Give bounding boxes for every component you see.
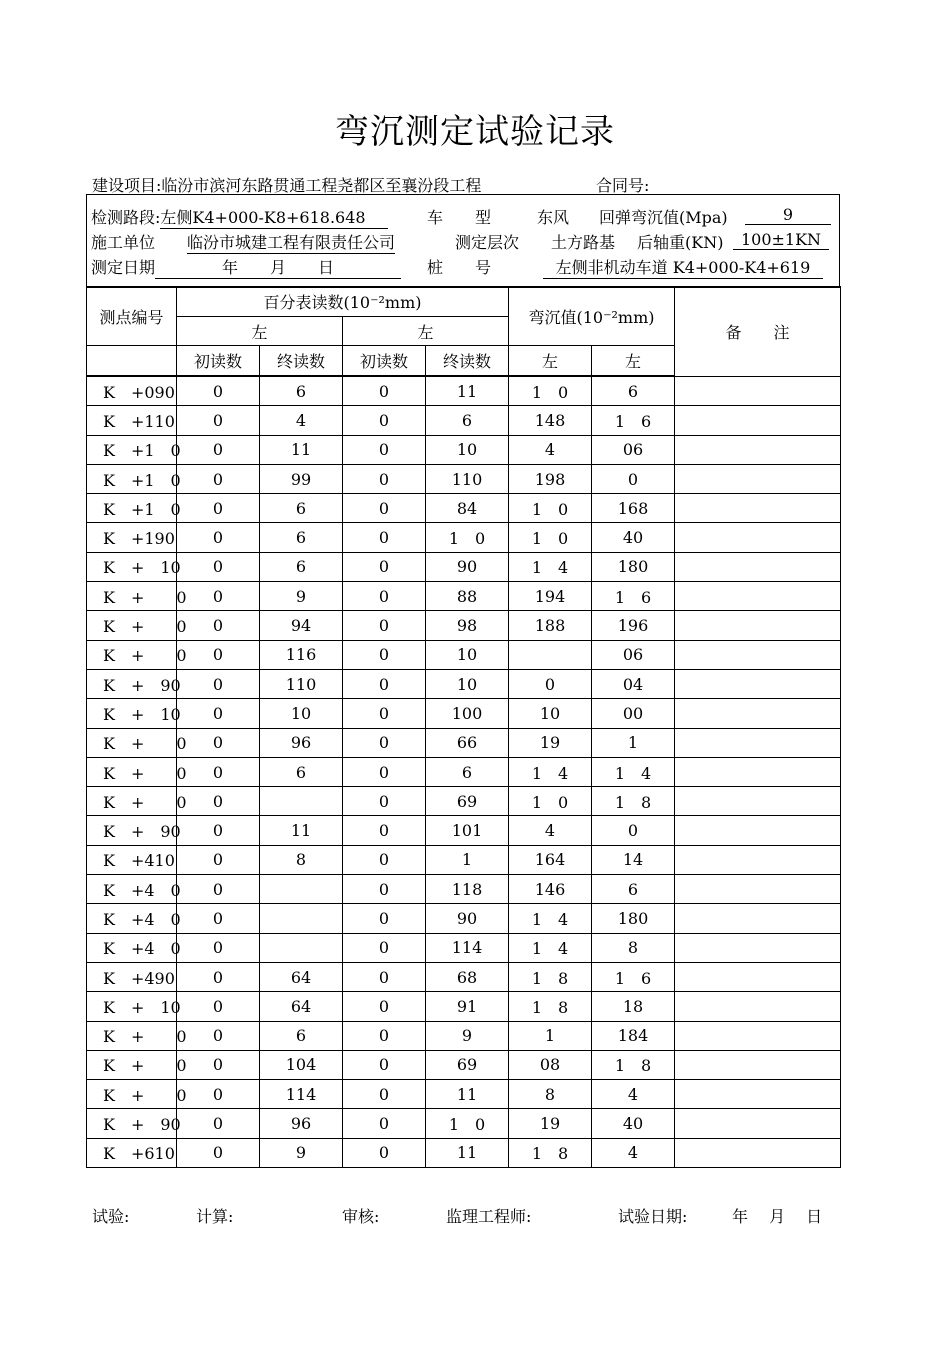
date-value: 年 月 日 bbox=[155, 255, 401, 279]
cell-deflection-2: 196 bbox=[592, 611, 675, 640]
cell-final-2: 118 bbox=[426, 875, 509, 904]
cell-final-2: 1 0 bbox=[426, 523, 509, 552]
cell-init-1: 0 bbox=[177, 669, 260, 698]
table-row bbox=[87, 406, 841, 435]
dial-left-b-header: 左 bbox=[343, 317, 509, 346]
record-sheet bbox=[86, 194, 840, 1194]
cell-point: K + 10 bbox=[87, 699, 177, 728]
cell-deflection-1: 1 8 bbox=[509, 1138, 592, 1167]
cell-final-1: 64 bbox=[260, 962, 343, 991]
cell-deflection-1: 1 4 bbox=[509, 904, 592, 933]
cell-final-2: 69 bbox=[426, 1050, 509, 1079]
cell-init-1: 0 bbox=[177, 552, 260, 581]
info-line-1 bbox=[91, 205, 794, 229]
cell-deflection-2: 40 bbox=[592, 1109, 675, 1138]
cell-deflection-2: 4 bbox=[592, 1138, 675, 1167]
cell-deflection-2: 180 bbox=[592, 552, 675, 581]
cell-remark bbox=[675, 611, 841, 640]
axle-label: 后轴重(KN) bbox=[637, 233, 724, 252]
cell-final-2: 110 bbox=[426, 464, 509, 493]
cell-point: K +490 bbox=[87, 962, 177, 991]
cell-point: K +190 bbox=[87, 523, 177, 552]
cell-final-2: 11 bbox=[426, 1080, 509, 1109]
cell-init-2: 0 bbox=[343, 1138, 426, 1167]
date-label: 测定日期 bbox=[91, 258, 156, 277]
table-row bbox=[87, 435, 841, 464]
table-row bbox=[87, 523, 841, 552]
cell-final-1 bbox=[260, 933, 343, 962]
cell-init-2: 0 bbox=[343, 494, 426, 523]
cell-point: K +110 bbox=[87, 406, 177, 435]
section-label: 检测路段: bbox=[91, 208, 161, 227]
cell-init-2: 0 bbox=[343, 640, 426, 669]
deflection-header: 弯沉值(10⁻²mm) bbox=[509, 287, 675, 346]
deflection-table bbox=[86, 286, 841, 1168]
cell-deflection-1: 1 4 bbox=[509, 933, 592, 962]
cell-point: K + 90 bbox=[87, 816, 177, 845]
final-header-1: 终读数 bbox=[260, 346, 343, 377]
cell-final-1: 110 bbox=[260, 669, 343, 698]
cell-init-2: 0 bbox=[343, 582, 426, 611]
cell-final-2: 84 bbox=[426, 494, 509, 523]
table-row bbox=[87, 552, 841, 581]
cell-final-1: 11 bbox=[260, 435, 343, 464]
project-line bbox=[92, 173, 650, 196]
axle-value: 100±1KN bbox=[733, 230, 829, 250]
cell-init-1: 0 bbox=[177, 816, 260, 845]
layer-label: 测定层次 bbox=[455, 233, 520, 252]
cell-init-1: 0 bbox=[177, 757, 260, 786]
cell-deflection-2: 168 bbox=[592, 494, 675, 523]
cell-deflection-2: 1 8 bbox=[592, 787, 675, 816]
cell-point: K + 0 bbox=[87, 787, 177, 816]
cell-point: K +1 0 bbox=[87, 464, 177, 493]
cell-point: K + 0 bbox=[87, 728, 177, 757]
cell-remark bbox=[675, 904, 841, 933]
cell-deflection-2: 1 4 bbox=[592, 757, 675, 786]
cell-deflection-1: 19 bbox=[509, 728, 592, 757]
table-row bbox=[87, 992, 841, 1021]
cell-init-2: 0 bbox=[343, 699, 426, 728]
cell-init-2: 0 bbox=[343, 669, 426, 698]
cell-deflection-1: 1 bbox=[509, 1021, 592, 1050]
table-row bbox=[87, 582, 841, 611]
dial-left-a-header: 左 bbox=[177, 317, 343, 346]
cell-final-1: 4 bbox=[260, 406, 343, 435]
cell-final-1 bbox=[260, 787, 343, 816]
page-title: 弯沉测定试验记录 bbox=[335, 112, 615, 152]
cell-init-2: 0 bbox=[343, 1021, 426, 1050]
cell-final-2: 9 bbox=[426, 1021, 509, 1050]
cell-remark bbox=[675, 787, 841, 816]
cell-remark bbox=[675, 1109, 841, 1138]
cell-final-1: 96 bbox=[260, 728, 343, 757]
cell-point: K + 0 bbox=[87, 757, 177, 786]
cell-deflection-2: 06 bbox=[592, 640, 675, 669]
remark-header: 备 注 bbox=[675, 287, 841, 377]
table-row bbox=[87, 933, 841, 962]
table-row bbox=[87, 640, 841, 669]
cell-init-2: 0 bbox=[343, 933, 426, 962]
cell-point: K +610 bbox=[87, 1138, 177, 1167]
cell-init-1: 0 bbox=[177, 962, 260, 991]
cell-deflection-2: 14 bbox=[592, 845, 675, 874]
unit-value: 临汾市城建工程有限责任公司 bbox=[187, 230, 395, 254]
table-row bbox=[87, 464, 841, 493]
cell-point: K +1 0 bbox=[87, 435, 177, 464]
table-row bbox=[87, 904, 841, 933]
cell-remark bbox=[675, 875, 841, 904]
cell-init-1: 0 bbox=[177, 1021, 260, 1050]
cell-init-2: 0 bbox=[343, 552, 426, 581]
point-header-blank bbox=[87, 346, 177, 377]
cell-final-1: 6 bbox=[260, 523, 343, 552]
cell-final-1: 6 bbox=[260, 494, 343, 523]
project-label: 建设项目: bbox=[92, 176, 162, 195]
cell-init-2: 0 bbox=[343, 1080, 426, 1109]
cell-final-2: 114 bbox=[426, 933, 509, 962]
cell-init-1: 0 bbox=[177, 787, 260, 816]
cell-remark bbox=[675, 962, 841, 991]
cell-final-1: 6 bbox=[260, 1021, 343, 1050]
cell-remark bbox=[675, 669, 841, 698]
cell-deflection-1: 1 8 bbox=[509, 992, 592, 1021]
header-row-1 bbox=[87, 287, 841, 317]
deflection-left-c-header: 左 bbox=[509, 346, 592, 377]
dial-header: 百分表读数(10⁻²mm) bbox=[177, 287, 509, 317]
table-row bbox=[87, 787, 841, 816]
cell-init-2: 0 bbox=[343, 992, 426, 1021]
cell-deflection-2: 1 6 bbox=[592, 962, 675, 991]
cell-init-1: 0 bbox=[177, 406, 260, 435]
cell-final-2: 1 bbox=[426, 845, 509, 874]
cell-final-1: 64 bbox=[260, 992, 343, 1021]
cell-final-1: 6 bbox=[260, 376, 343, 406]
cell-init-1: 0 bbox=[177, 464, 260, 493]
cell-remark bbox=[675, 816, 841, 845]
cell-init-2: 0 bbox=[343, 787, 426, 816]
cell-remark bbox=[675, 728, 841, 757]
table-row bbox=[87, 757, 841, 786]
cell-deflection-1: 1 0 bbox=[509, 787, 592, 816]
cell-final-1: 6 bbox=[260, 552, 343, 581]
contract-label: 合同号: bbox=[596, 176, 650, 195]
cell-init-1: 0 bbox=[177, 699, 260, 728]
cell-init-2: 0 bbox=[343, 1050, 426, 1079]
table-row bbox=[87, 1109, 841, 1138]
table-row bbox=[87, 669, 841, 698]
test-date-parts: 年 月 日 bbox=[732, 1207, 823, 1226]
modulus-label: 回弹弯沉值(Mpa) bbox=[599, 208, 728, 227]
cell-deflection-1: 1 0 bbox=[509, 523, 592, 552]
final-header-2: 终读数 bbox=[426, 346, 509, 377]
cell-deflection-2: 180 bbox=[592, 904, 675, 933]
cell-final-2: 10 bbox=[426, 640, 509, 669]
cell-deflection-1: 194 bbox=[509, 582, 592, 611]
cell-deflection-1: 164 bbox=[509, 845, 592, 874]
table-row bbox=[87, 816, 841, 845]
vehicle-value: 东风 bbox=[537, 208, 570, 227]
cell-final-1 bbox=[260, 904, 343, 933]
table-row bbox=[87, 875, 841, 904]
cell-init-2: 0 bbox=[343, 464, 426, 493]
cell-remark bbox=[675, 1138, 841, 1167]
cell-deflection-1: 0 bbox=[509, 669, 592, 698]
cell-point: K +410 bbox=[87, 845, 177, 874]
table-row bbox=[87, 962, 841, 991]
cell-init-1: 0 bbox=[177, 992, 260, 1021]
cell-remark bbox=[675, 845, 841, 874]
cell-remark bbox=[675, 376, 841, 406]
cell-final-2: 11 bbox=[426, 376, 509, 406]
cell-remark bbox=[675, 406, 841, 435]
cell-init-2: 0 bbox=[343, 728, 426, 757]
cell-final-2: 1 0 bbox=[426, 1109, 509, 1138]
cell-final-2: 11 bbox=[426, 1138, 509, 1167]
cell-final-2: 101 bbox=[426, 816, 509, 845]
point-header: 测点编号 bbox=[87, 287, 177, 346]
cell-init-2: 0 bbox=[343, 757, 426, 786]
cell-remark bbox=[675, 640, 841, 669]
cell-init-1: 0 bbox=[177, 435, 260, 464]
cell-final-1: 104 bbox=[260, 1050, 343, 1079]
station-value: 左侧非机动车道 K4+000-K4+619 bbox=[543, 255, 823, 279]
cell-point: K +4 0 bbox=[87, 933, 177, 962]
cell-deflection-2: 1 6 bbox=[592, 582, 675, 611]
cell-deflection-1: 1 8 bbox=[509, 962, 592, 991]
cell-point: K +4 0 bbox=[87, 904, 177, 933]
cell-final-1: 9 bbox=[260, 1138, 343, 1167]
init-header-2: 初读数 bbox=[343, 346, 426, 377]
cell-deflection-2: 184 bbox=[592, 1021, 675, 1050]
cell-final-1: 99 bbox=[260, 464, 343, 493]
cell-final-2: 6 bbox=[426, 406, 509, 435]
cell-final-1: 114 bbox=[260, 1080, 343, 1109]
cell-final-1: 9 bbox=[260, 582, 343, 611]
cell-final-1: 6 bbox=[260, 757, 343, 786]
cell-deflection-1: 1 4 bbox=[509, 552, 592, 581]
cell-point: K + 0 bbox=[87, 640, 177, 669]
table-row bbox=[87, 728, 841, 757]
cell-final-2: 69 bbox=[426, 787, 509, 816]
cell-remark bbox=[675, 582, 841, 611]
cell-final-2: 66 bbox=[426, 728, 509, 757]
cell-deflection-2: 00 bbox=[592, 699, 675, 728]
cell-final-2: 68 bbox=[426, 962, 509, 991]
cell-deflection-2: 0 bbox=[592, 464, 675, 493]
cell-init-1: 0 bbox=[177, 376, 260, 406]
cell-remark bbox=[675, 552, 841, 581]
cell-init-2: 0 bbox=[343, 1109, 426, 1138]
test-label: 试验: bbox=[92, 1207, 130, 1226]
cell-remark bbox=[675, 1080, 841, 1109]
cell-deflection-1: 08 bbox=[509, 1050, 592, 1079]
cell-init-1: 0 bbox=[177, 523, 260, 552]
cell-init-2: 0 bbox=[343, 904, 426, 933]
info-line-2 bbox=[91, 230, 822, 253]
info-box bbox=[86, 194, 840, 288]
table-row bbox=[87, 1021, 841, 1050]
cell-final-2: 10 bbox=[426, 669, 509, 698]
layer-value: 土方路基 bbox=[551, 233, 616, 252]
cell-deflection-1: 188 bbox=[509, 611, 592, 640]
table-row bbox=[87, 1050, 841, 1079]
cell-point: K + 10 bbox=[87, 552, 177, 581]
cell-final-1: 96 bbox=[260, 1109, 343, 1138]
cell-deflection-1: 8 bbox=[509, 1080, 592, 1109]
cell-init-2: 0 bbox=[343, 875, 426, 904]
cell-deflection-2: 40 bbox=[592, 523, 675, 552]
cell-init-2: 0 bbox=[343, 611, 426, 640]
deflection-left-d-header: 左 bbox=[592, 346, 675, 377]
table-row bbox=[87, 494, 841, 523]
cell-remark bbox=[675, 1021, 841, 1050]
cell-point: K + 0 bbox=[87, 1021, 177, 1050]
unit-label: 施工单位 bbox=[91, 233, 156, 252]
station-label: 桩 号 bbox=[427, 258, 492, 277]
cell-init-2: 0 bbox=[343, 962, 426, 991]
cell-init-1: 0 bbox=[177, 640, 260, 669]
cell-init-2: 0 bbox=[343, 845, 426, 874]
cell-deflection-2: 18 bbox=[592, 992, 675, 1021]
cell-deflection-2: 1 8 bbox=[592, 1050, 675, 1079]
test-date-label: 试验日期: bbox=[618, 1207, 688, 1226]
cell-point: K +4 0 bbox=[87, 875, 177, 904]
cell-point: K + 0 bbox=[87, 1080, 177, 1109]
cell-init-2: 0 bbox=[343, 406, 426, 435]
cell-init-1: 0 bbox=[177, 611, 260, 640]
cell-init-1: 0 bbox=[177, 1050, 260, 1079]
cell-init-1: 0 bbox=[177, 845, 260, 874]
modulus-value: 9 bbox=[745, 205, 831, 225]
cell-remark bbox=[675, 435, 841, 464]
table-row bbox=[87, 845, 841, 874]
init-header-1: 初读数 bbox=[177, 346, 260, 377]
cell-final-1: 8 bbox=[260, 845, 343, 874]
cell-init-1: 0 bbox=[177, 875, 260, 904]
cell-final-2: 88 bbox=[426, 582, 509, 611]
vehicle-label: 车 型 bbox=[427, 208, 492, 227]
cell-init-1: 0 bbox=[177, 728, 260, 757]
cell-deflection-2: 04 bbox=[592, 669, 675, 698]
cell-deflection-1: 198 bbox=[509, 464, 592, 493]
table-row bbox=[87, 611, 841, 640]
cell-deflection-1: 1 0 bbox=[509, 494, 592, 523]
cell-init-2: 0 bbox=[343, 376, 426, 406]
review-label: 审核: bbox=[342, 1207, 380, 1226]
cell-point: K + 0 bbox=[87, 1050, 177, 1079]
cell-final-1: 94 bbox=[260, 611, 343, 640]
cell-deflection-2: 6 bbox=[592, 376, 675, 406]
cell-remark bbox=[675, 1050, 841, 1079]
cell-deflection-2: 06 bbox=[592, 435, 675, 464]
cell-point: K + 0 bbox=[87, 611, 177, 640]
cell-deflection-1: 1 0 bbox=[509, 376, 592, 406]
cell-final-2: 98 bbox=[426, 611, 509, 640]
cell-deflection-1: 146 bbox=[509, 875, 592, 904]
table-row bbox=[87, 376, 841, 406]
cell-deflection-1 bbox=[509, 640, 592, 669]
cell-remark bbox=[675, 933, 841, 962]
cell-init-2: 0 bbox=[343, 523, 426, 552]
cell-init-1: 0 bbox=[177, 1138, 260, 1167]
calc-label: 计算: bbox=[196, 1207, 234, 1226]
cell-final-1: 10 bbox=[260, 699, 343, 728]
cell-remark bbox=[675, 494, 841, 523]
cell-point: K + 90 bbox=[87, 669, 177, 698]
cell-deflection-1: 10 bbox=[509, 699, 592, 728]
cell-final-1: 116 bbox=[260, 640, 343, 669]
cell-init-1: 0 bbox=[177, 904, 260, 933]
cell-point: K + 0 bbox=[87, 582, 177, 611]
cell-final-2: 100 bbox=[426, 699, 509, 728]
cell-deflection-1: 19 bbox=[509, 1109, 592, 1138]
cell-final-2: 90 bbox=[426, 552, 509, 581]
cell-deflection-2: 1 6 bbox=[592, 406, 675, 435]
cell-final-2: 6 bbox=[426, 757, 509, 786]
cell-init-2: 0 bbox=[343, 816, 426, 845]
table-row bbox=[87, 1138, 841, 1167]
cell-remark bbox=[675, 699, 841, 728]
cell-final-2: 10 bbox=[426, 435, 509, 464]
cell-remark bbox=[675, 464, 841, 493]
info-line-3 bbox=[91, 255, 811, 279]
cell-final-2: 90 bbox=[426, 904, 509, 933]
cell-init-1: 0 bbox=[177, 1109, 260, 1138]
cell-deflection-2: 6 bbox=[592, 875, 675, 904]
table-row bbox=[87, 1080, 841, 1109]
cell-init-2: 0 bbox=[343, 435, 426, 464]
cell-deflection-1: 4 bbox=[509, 816, 592, 845]
supervisor-label: 监理工程师: bbox=[446, 1207, 532, 1226]
cell-deflection-1: 1 4 bbox=[509, 757, 592, 786]
cell-remark bbox=[675, 523, 841, 552]
cell-point: K +1 0 bbox=[87, 494, 177, 523]
cell-final-2: 91 bbox=[426, 992, 509, 1021]
section-value: 左侧K4+000-K8+618.648 bbox=[160, 205, 388, 229]
cell-init-1: 0 bbox=[177, 933, 260, 962]
cell-deflection-2: 4 bbox=[592, 1080, 675, 1109]
project-value: 临汾市滨河东路贯通工程尧都区至襄汾段工程 bbox=[161, 176, 482, 195]
cell-remark bbox=[675, 757, 841, 786]
cell-final-1 bbox=[260, 875, 343, 904]
cell-deflection-2: 8 bbox=[592, 933, 675, 962]
cell-deflection-2: 0 bbox=[592, 816, 675, 845]
cell-init-1: 0 bbox=[177, 494, 260, 523]
cell-deflection-1: 148 bbox=[509, 406, 592, 435]
cell-point: K + 90 bbox=[87, 1109, 177, 1138]
cell-init-1: 0 bbox=[177, 1080, 260, 1109]
cell-point: K +090 bbox=[87, 376, 177, 406]
cell-deflection-1: 4 bbox=[509, 435, 592, 464]
cell-init-1: 0 bbox=[177, 582, 260, 611]
cell-deflection-2: 1 bbox=[592, 728, 675, 757]
cell-final-1: 11 bbox=[260, 816, 343, 845]
cell-point: K + 10 bbox=[87, 992, 177, 1021]
cell-remark bbox=[675, 992, 841, 1021]
table-row bbox=[87, 699, 841, 728]
